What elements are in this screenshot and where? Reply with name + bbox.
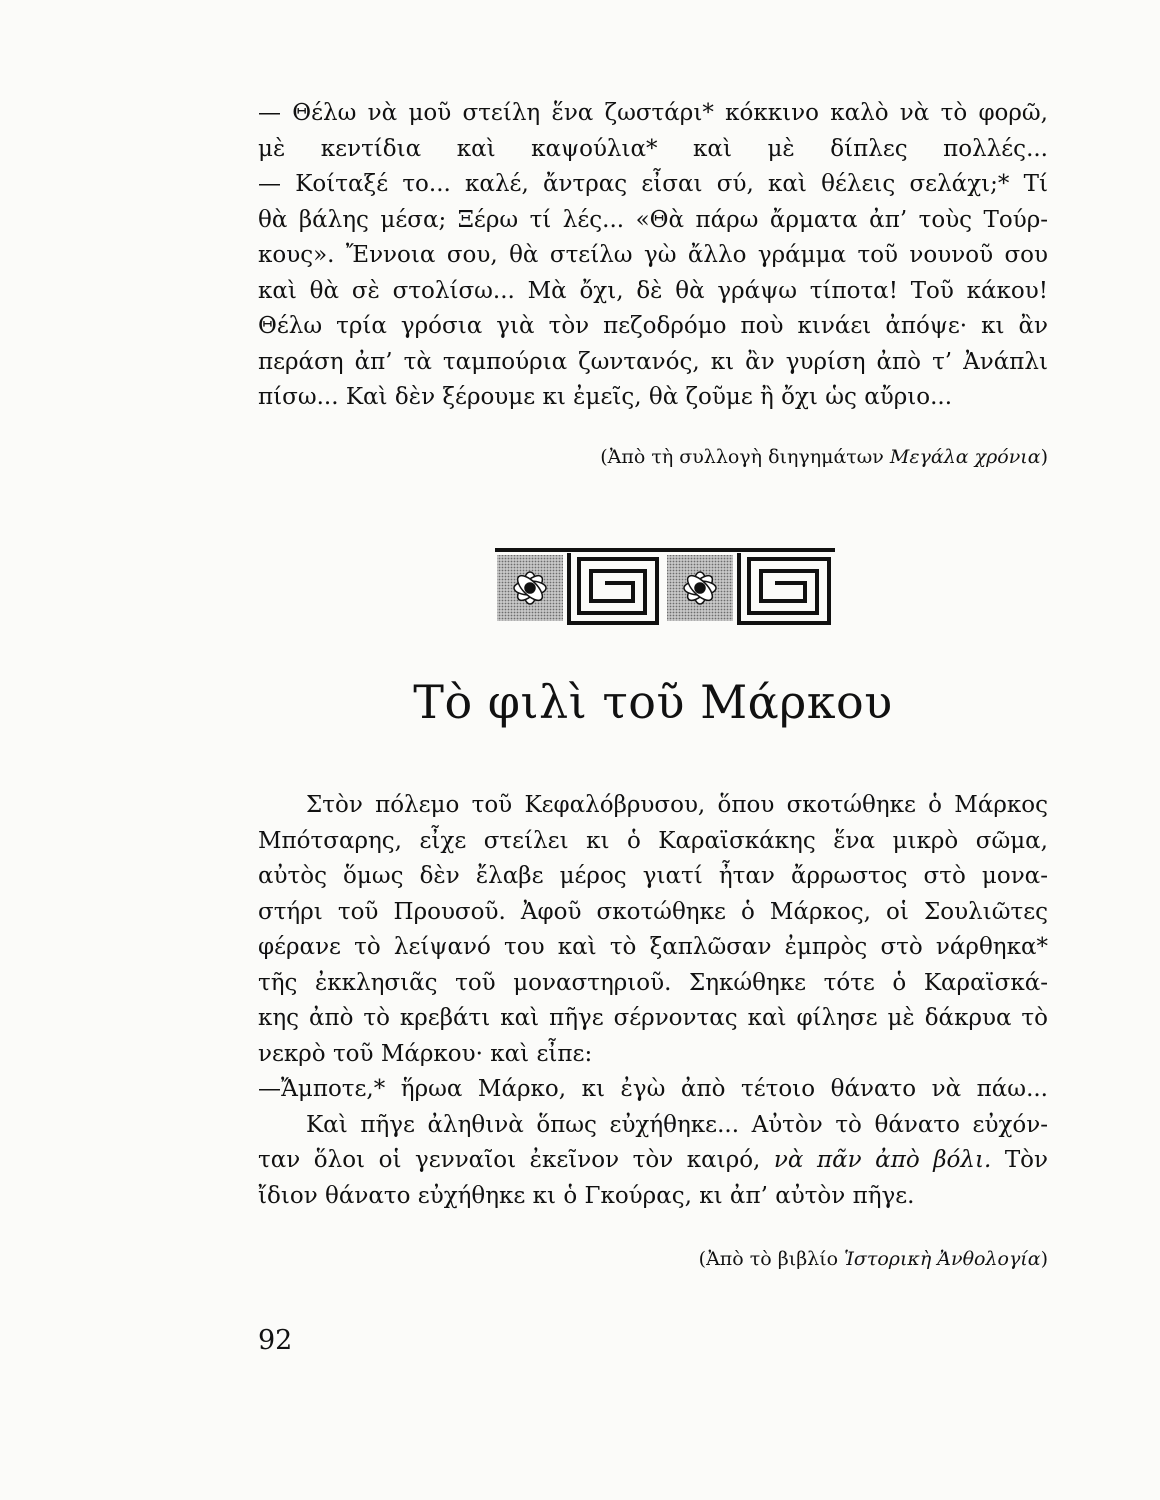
story-line: Μπότσαρης, εἶχε στείλει κι ὁ Καραϊσκάκης ἕνα μικρὸ σῶμα, xyxy=(258,827,1048,854)
page-number: 92 xyxy=(258,1325,293,1356)
story-line: κης ἀπὸ τὸ κρεβάτι καὶ πῆγε σέρνοντας καὶ φίλησε μὲ δάκρυα τὸ xyxy=(258,1005,1048,1031)
story-line-11-emphasis: νὰ πᾶν ἀπὸ βόλι. xyxy=(773,1147,992,1173)
dialogue-lines xyxy=(258,96,1048,416)
story-line-12: ἴδιον θάνατο εὐχήθηκε κι ὁ Γκούρας, κι ἀπ’ αὐτὸν πῆγε. xyxy=(258,1182,915,1209)
story-passage xyxy=(258,788,1048,1214)
attribution-2-prefix: (Ἀπὸ τὸ βιβλίο xyxy=(698,1248,845,1270)
attribution-1-prefix: (Ἀπὸ τὴ συλλογὴ διηγημάτων xyxy=(600,446,890,468)
story-line: φέρανε τὸ λείψανό του καὶ τὸ ξαπλῶσαν ἐμπρὸς στὸ νάρθηκα* xyxy=(258,934,1048,960)
story-line: στήρι τοῦ Προυσοῦ. Ἀφοῦ σκοτώθηκε ὁ Μάρκος, οἱ Σουλιῶτες xyxy=(258,898,1048,925)
story-line: Στὸν πόλεμο τοῦ Κεφαλόβρυσου, ὅπου σκοτώθηκε ὁ Μάρκος xyxy=(306,792,1048,818)
story-lines xyxy=(258,788,1048,1143)
source-attribution-1 xyxy=(600,446,1048,468)
dialogue-passage xyxy=(258,96,1048,416)
story-line: —Ἄμποτε,* ἥρωα Μάρκο, κι ἐγὼ ἀπὸ τέτοιο θάνατο νὰ πάω... xyxy=(258,1076,1048,1102)
story-line: τῆς ἐκκλησιᾶς τοῦ μοναστηριοῦ. Σηκώθηκε τότε ὁ Καραϊσκά- xyxy=(258,969,1048,996)
story-line: αὐτὸς ὅμως δὲν ἔλαβε μέρος γιατί ἦταν ἄρρωστος στὸ μονα- xyxy=(258,863,1048,889)
dialogue-line: περάση ἀπ’ τὰ ταμπούρια ζωντανός, κι ἂν γυρίση ἀπὸ τ’ Ἀνάπλι xyxy=(258,348,1048,375)
story-line-11-end: Τὸν xyxy=(991,1147,1049,1173)
story-line: νεκρὸ τοῦ Μάρκου· καὶ εἶπε: xyxy=(258,1040,593,1067)
attribution-2-work: Ἱστορικὴ Ἀνθολογία xyxy=(844,1248,1041,1270)
attribution-1-work: Μεγάλα χρόνια xyxy=(889,446,1041,468)
source-attribution-2 xyxy=(699,1248,1048,1270)
attribution-1-suffix: ) xyxy=(1040,446,1048,468)
greek-key-ornament xyxy=(495,545,835,625)
story-line: Καὶ πῆγε ἀληθινὰ ὅπως εὐχήθηκε... Αὐτὸν τὸ θάνατο εὐχόν- xyxy=(306,1111,1048,1138)
dialogue-line: θὰ βάλης μέσα; Ξέρω τί λές... «Θὰ πάρω ἄρματα ἀπ’ τοὺς Τούρ- xyxy=(258,206,1048,233)
story-line-11-start: ταν ὅλοι οἱ γενναῖοι ἐκεῖνον τὸν καιρό, xyxy=(258,1147,774,1173)
dialogue-line: πίσω... Καὶ δὲν ξέρουμε κι ἐμεῖς, θὰ ζοῦμε ἢ ὄχι ὡς αὔριο... xyxy=(258,384,953,410)
dialogue-line: — Θέλω νὰ μοῦ στείλη ἕνα ζωστάρι* κόκκινο καλὸ νὰ τὸ φορῶ, xyxy=(258,100,1048,126)
dialogue-line: κους». Ἔννοια σου, θὰ στείλω γὼ ἄλλο γράμμα τοῦ νουνοῦ σου xyxy=(258,242,1048,268)
dialogue-line: καὶ θὰ σὲ στολίσω... Μὰ ὄχι, δὲ θὰ γράψω τίποτα! Τοῦ κάκου! xyxy=(258,277,1048,304)
dialogue-line: μὲ κεντίδια καὶ καψούλια* καὶ μὲ δίπλες πολλές... xyxy=(258,135,1048,162)
dialogue-line: Θέλω τρία γρόσια γιὰ τὸν πεζοδρόμο ποὺ κινάει ἀπόψε· κι ἂν xyxy=(258,313,1048,339)
attribution-2-suffix: ) xyxy=(1040,1248,1048,1270)
chapter-title: Τὸ φιλὶ τοῦ Μάρκου xyxy=(413,675,893,729)
dialogue-line: — Κοίταξέ το... καλέ, ἄντρας εἶσαι σύ, καὶ θέλεις σελάχι;* Τί xyxy=(258,171,1048,197)
story-line-11 xyxy=(258,1143,1048,1179)
